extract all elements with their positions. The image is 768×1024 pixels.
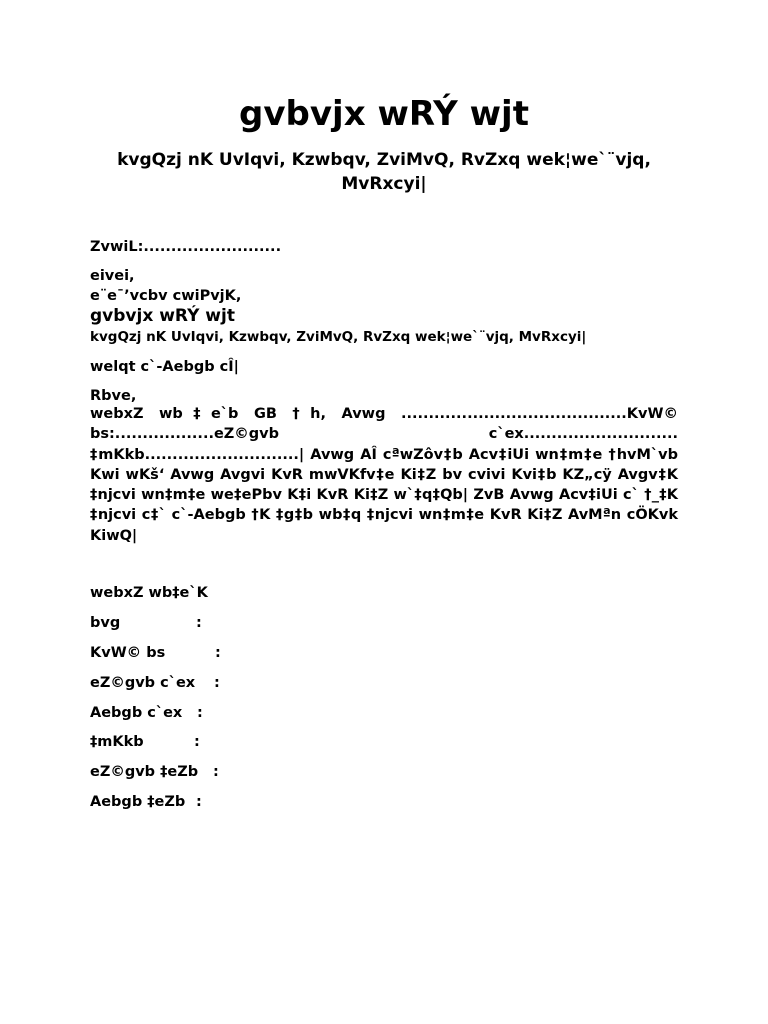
field-colon: :: [196, 615, 202, 631]
date-line: ZvwiL:.........................: [90, 239, 282, 255]
applicant-heading: webxZ wb‡e`K: [90, 585, 208, 601]
subject-line: welqt c`-Aebgb cÎ|: [90, 359, 239, 375]
addressee-title: e¨e¯’vcbv cwiPvjK,: [90, 288, 242, 304]
field-label: KvW© bs: [90, 645, 166, 661]
field-colon: :: [213, 764, 219, 780]
field-colon: :: [197, 705, 203, 721]
field-card-no: [90, 643, 221, 663]
salutation: Rbve,: [90, 388, 137, 404]
to-line: eivei,: [90, 268, 135, 284]
field-label: eZ©gvb c`ex: [90, 675, 196, 691]
field-name: [90, 613, 202, 633]
field-demoted-salary: [90, 792, 202, 812]
document-subtitle: kvgQzj nK UvIqvi, Kzwbqv, ZviMvQ, RvZxq wek¦we`¨vjq, MvRxcyi|: [117, 150, 651, 194]
field-colon: :: [196, 794, 202, 810]
field-colon: :: [214, 675, 220, 691]
field-label: ‡mKkb: [90, 734, 144, 750]
field-demoted-designation: [90, 703, 203, 723]
field-label: eZ©gvb ‡eZb: [90, 764, 199, 780]
field-current-salary: [90, 762, 219, 782]
document-title: gvbvjx wRÝ wjt: [239, 94, 529, 134]
field-label: bvg: [90, 615, 121, 631]
field-colon: :: [215, 645, 221, 661]
field-label: Aebgb ‡eZb: [90, 794, 186, 810]
field-colon: :: [194, 734, 200, 750]
addressee-name: gvbvjx wRÝ wjt: [90, 306, 235, 326]
field-current-designation: [90, 673, 220, 693]
field-section: [90, 732, 200, 752]
addressee-address: kvgQzj nK UvIqvi, Kzwbqv, ZviMvQ, RvZxq wek¦we`¨vjq, MvRxcyi|: [90, 329, 587, 345]
field-label: Aebgb c`ex: [90, 705, 183, 721]
body-paragraph: webxZ wb‡e`b GB †h, Avwg .........................................KvW© bs:..................eZ©gvb c`ex............................ ‡mKkb............................| Avwg AÎ cªwZôv‡b Acv‡iUi wn‡m‡e †hvM`vb Kwi wKš‘ Avwg Avgvi KvR mwVKfv‡e Ki‡Z bv cvivi Kvi‡b KZ„cÿ Avgv‡K ‡njcvi wn‡m‡e we‡ePbv K‡i KvR Ki‡Z w`‡q‡Qb| ZvB Avwg Acv‡iUi c` †_‡K ‡njcvi c‡` c`-Aebgb †K ‡g‡b wb‡q ‡njcvi wn‡m‡e KvR Ki‡Z AvMªn cÖKvk KiwQ|: [90, 406, 678, 544]
